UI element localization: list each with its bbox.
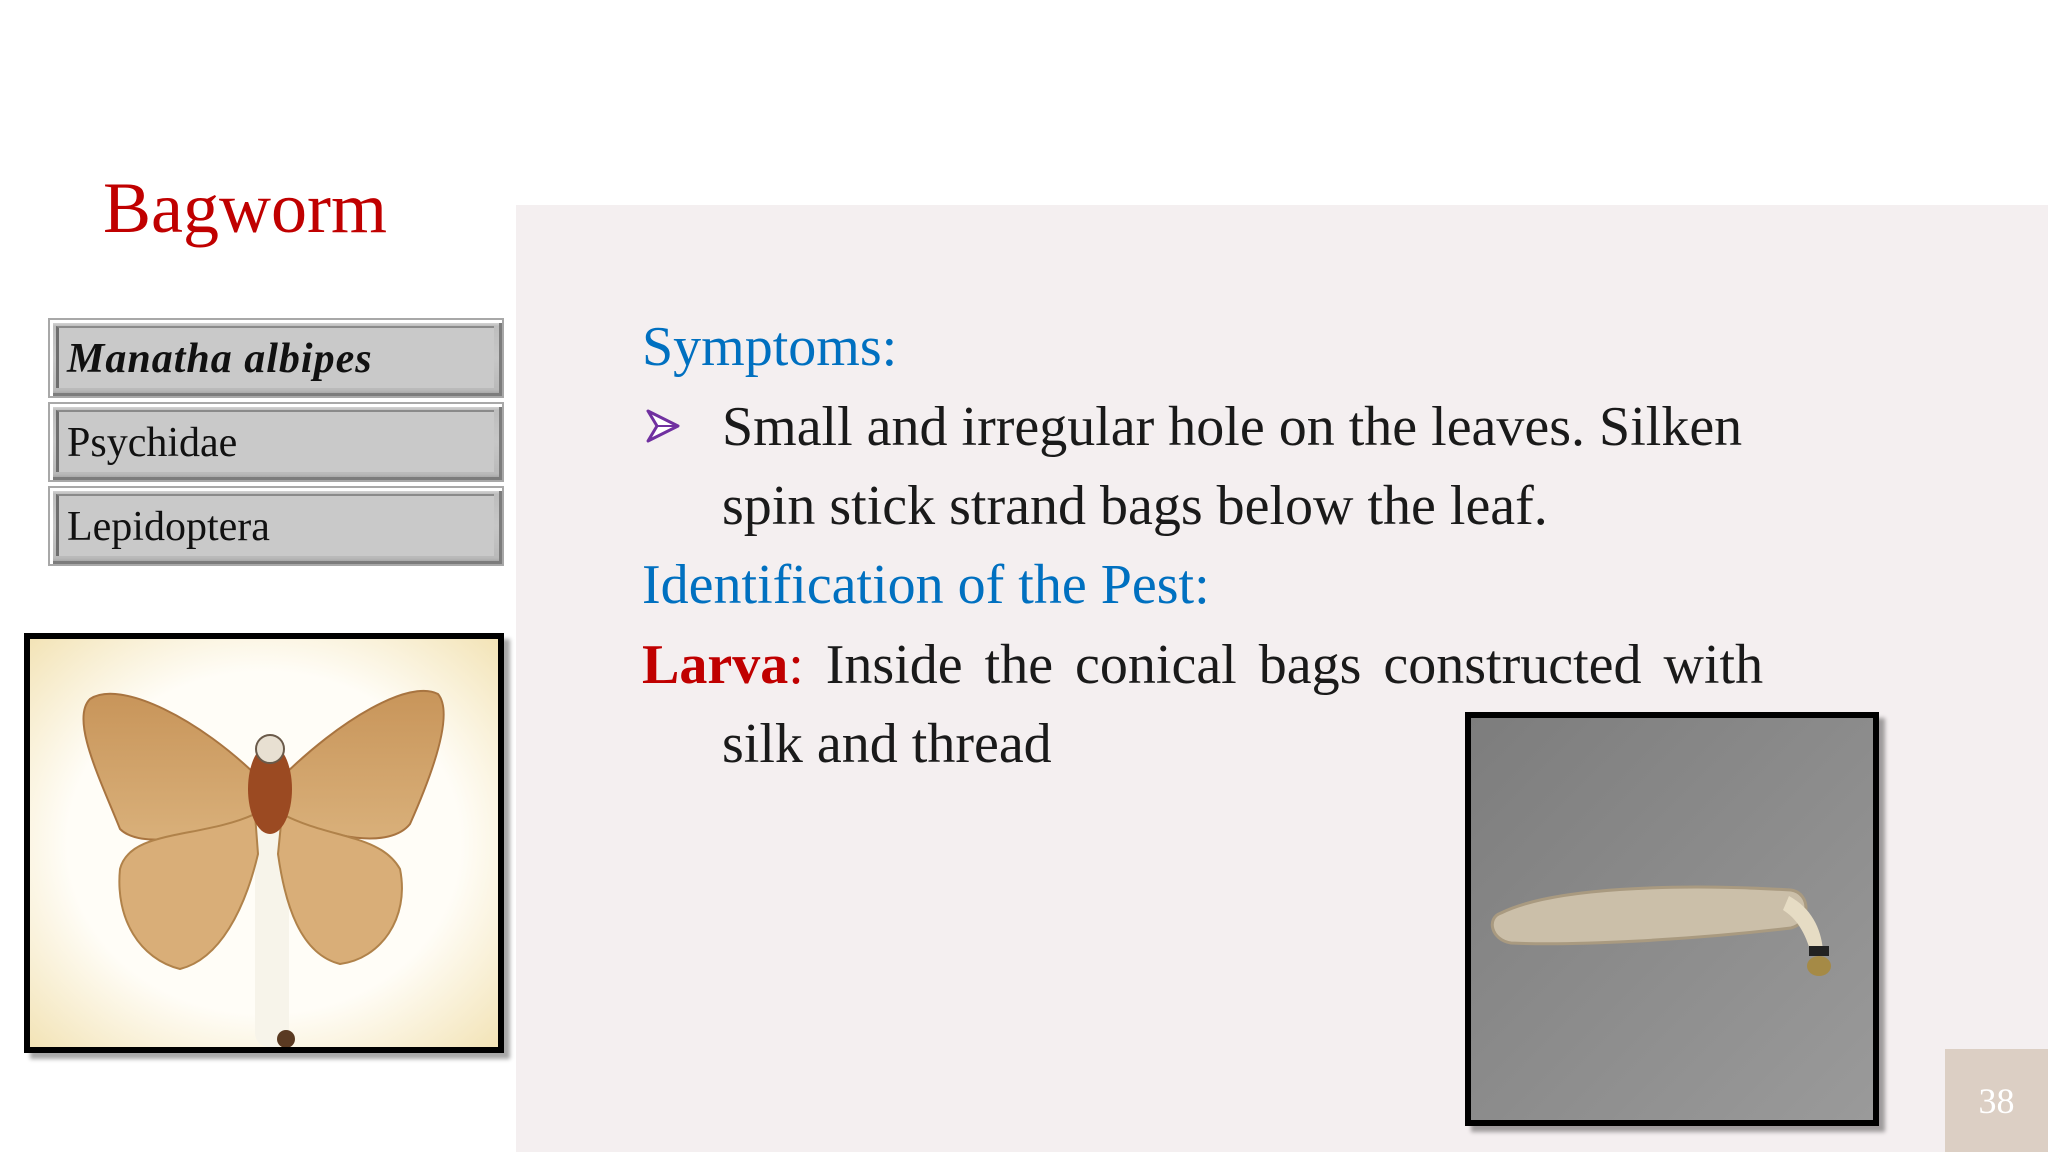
larva-label: Larva: [642, 634, 789, 696]
identification-heading: Identification of the Pest:: [642, 554, 1210, 616]
larva-description: [642, 634, 1764, 696]
moth-image: [24, 633, 504, 1053]
order-name: Lepidoptera: [56, 494, 494, 556]
moth-illustration: [30, 639, 498, 1047]
bullet-arrow-icon: [645, 408, 681, 444]
order-box: [48, 486, 504, 566]
family-name: Psychidae: [56, 410, 494, 472]
symptoms-heading: Symptoms:: [642, 316, 898, 378]
larva-illustration: [1471, 718, 1873, 1120]
larva-text-line-1: Inside the conical bags constructed with: [803, 634, 1764, 696]
family-box: [48, 402, 504, 482]
species-box: [48, 318, 504, 398]
larva-text-line-2: silk and thread: [722, 713, 1052, 775]
symptoms-line-1: Small and irregular hole on the leaves. Silken: [722, 396, 1743, 458]
species-name: Manatha albipes: [56, 326, 494, 388]
slide-title: Bagworm: [103, 168, 387, 248]
page-number: 38: [1945, 1049, 2048, 1152]
larva-separator: :: [788, 634, 804, 696]
larva-image: [1465, 712, 1879, 1126]
symptoms-line-2: spin stick strand bags below the leaf.: [722, 475, 1548, 537]
